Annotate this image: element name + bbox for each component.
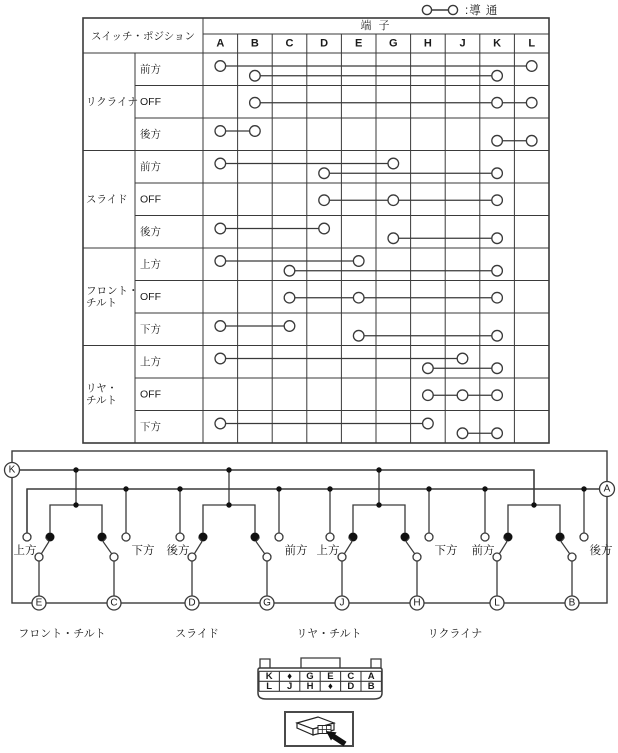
svg-text:C: C: [110, 597, 118, 609]
switch-group-rows-1: [86, 158, 502, 243]
column-header-J: J: [459, 37, 466, 50]
direction-label: 後方: [589, 545, 613, 557]
position-label: 上方: [140, 355, 161, 368]
svg-text:H: H: [306, 680, 314, 692]
svg-text:G: G: [263, 597, 271, 609]
circuit-group-0: [14, 467, 155, 640]
direction-label: 上方: [316, 545, 340, 557]
circuit-group-2: [296, 467, 457, 640]
column-header-A: A: [216, 37, 225, 50]
svg-text:B: B: [367, 680, 375, 692]
svg-text:E: E: [327, 670, 334, 682]
terminal-B: [565, 596, 579, 610]
svg-text:J: J: [339, 597, 345, 609]
terminal-K: [5, 463, 20, 478]
a-bus: [27, 489, 607, 533]
svg-text:B: B: [568, 597, 576, 609]
column-header-B: B: [250, 37, 259, 50]
position-label: 上方: [140, 258, 161, 271]
continuity-legend-label: :導 通: [465, 5, 499, 17]
svg-text:D: D: [347, 680, 355, 692]
continuity-connection: [215, 418, 433, 429]
column-header-E: E: [355, 37, 363, 50]
terminal-D: [185, 596, 199, 610]
terminal-G: [260, 596, 274, 610]
direction-label: 前方: [471, 545, 495, 557]
circuit-group-label: リヤ・チルト: [296, 628, 362, 640]
direction-label: 下方: [131, 545, 155, 557]
position-label: 後方: [140, 225, 161, 238]
position-label: 下方: [140, 323, 161, 336]
direction-label: 前方: [284, 545, 308, 557]
group-name: リヤ・: [86, 382, 118, 395]
switch-group-rows-0: [86, 61, 537, 146]
connector-cell-E: [327, 671, 333, 682]
switch-group-rows-2: [86, 256, 502, 341]
terminal-J: [335, 596, 349, 610]
switch-group-rows-3: [86, 353, 502, 438]
continuity-connection: [250, 97, 537, 108]
continuity-connection: [423, 363, 503, 374]
switch-position-header: スイッチ・ポジション: [90, 30, 196, 43]
connector-cell-J: [287, 681, 292, 692]
column-header-D: D: [320, 37, 329, 50]
position-label: OFF: [140, 388, 161, 401]
svg-text:A: A: [603, 483, 611, 495]
position-label: OFF: [140, 290, 161, 303]
position-label: 前方: [140, 63, 161, 76]
connector-cell-L: [266, 681, 272, 692]
svg-text:A: A: [367, 670, 375, 682]
circuit-diagram: [0, 448, 618, 653]
terminal-E: [32, 596, 46, 610]
svg-text:H: H: [413, 597, 421, 609]
terminal-C: [107, 596, 121, 610]
terminal-A: [600, 482, 615, 497]
connector-cell-blank: [288, 674, 292, 680]
circuit-group-label: リクライナ: [427, 628, 483, 640]
column-header-H: H: [423, 37, 432, 50]
direction-label: 下方: [434, 545, 458, 557]
connector-view-icon: [283, 710, 357, 750]
svg-text:G: G: [306, 670, 314, 682]
svg-text:L: L: [266, 680, 273, 692]
switch-housing-outline: [12, 451, 607, 603]
svg-text:L: L: [494, 597, 500, 609]
svg-text:D: D: [188, 597, 196, 609]
group-name: リクライナ: [86, 95, 138, 108]
direction-label: 後方: [166, 545, 190, 557]
group-name: スライド: [86, 193, 128, 206]
column-header-C: C: [285, 37, 294, 50]
group-name: フロント・: [86, 284, 139, 297]
column-header-G: G: [389, 37, 398, 50]
continuity-connection: [215, 321, 295, 332]
circuit-group-label: フロント・チルト: [18, 628, 106, 640]
circuit-group-label: スライド: [175, 628, 219, 640]
svg-text:C: C: [347, 670, 355, 682]
terminal-L: [490, 596, 504, 610]
position-label: 後方: [140, 128, 161, 141]
column-header-L: L: [528, 37, 536, 50]
terminal-H: [410, 596, 424, 610]
svg-text:J: J: [286, 680, 293, 692]
svg-text:K: K: [265, 670, 273, 682]
continuity-connection: [284, 292, 502, 303]
k-bus: [12, 470, 534, 505]
direction-label: 上方: [13, 545, 37, 557]
svg-text:E: E: [35, 597, 43, 609]
connector-cell-H: [307, 681, 314, 692]
column-header-K: K: [493, 37, 502, 50]
terminal-header: 端 子: [360, 20, 392, 32]
connector-cell-blank: [328, 684, 332, 690]
continuity-connection: [284, 265, 502, 276]
connector-shell: [258, 658, 382, 699]
connector-cell-B: [368, 681, 375, 692]
group-name: チルト: [86, 296, 117, 309]
connector-cell-D: [347, 681, 354, 692]
circuit-group-1: [167, 467, 308, 640]
position-label: OFF: [140, 95, 161, 108]
position-label: 下方: [140, 420, 161, 433]
connector-pinout: [240, 652, 410, 708]
svg-text:K: K: [8, 464, 16, 476]
position-label: OFF: [140, 193, 161, 206]
continuity-connection: [423, 390, 503, 401]
group-name: チルト: [86, 394, 117, 407]
position-label: 前方: [140, 160, 161, 173]
